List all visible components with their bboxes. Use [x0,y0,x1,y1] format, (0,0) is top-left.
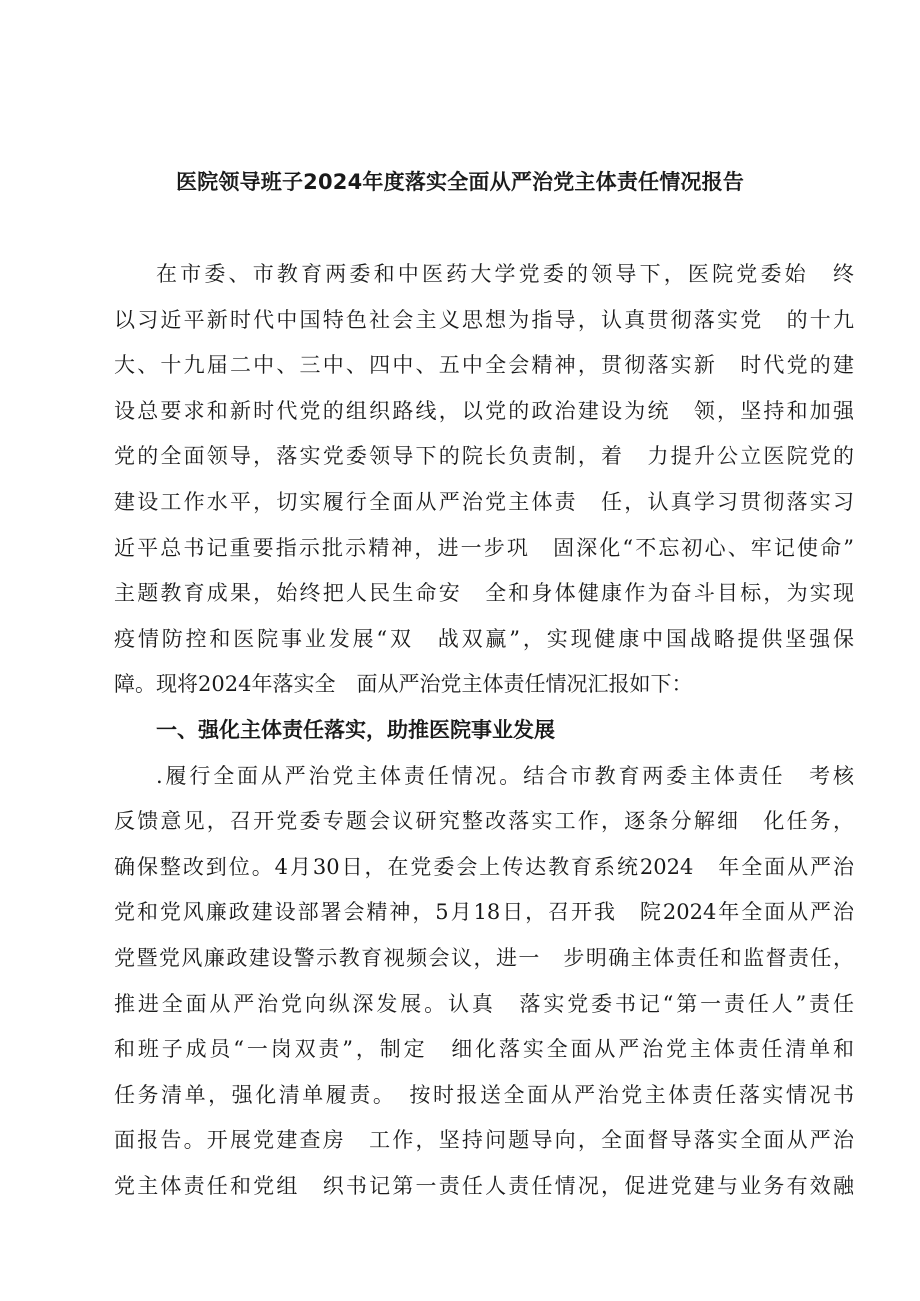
paragraph-line: 任务清单，强化清单履责。 按时报送全面从严治党主体责任落实情况书 [114,1082,854,1107]
paragraph-line: 建设工作水平，切实履行全面从严治党主体责 任，认真学习贯彻落实习 [114,489,854,514]
paragraph-line: 和班子成员“一岗双责”，制定 细化落实全面从严治党主体责任清单和 [114,1037,854,1062]
paragraph-line: 党主体责任和党组 织书记第一责任人责任情况，促进党建与业务有效融 [114,1173,854,1198]
paragraph-line: 面报告。开展党建查房 工作，坚持问题导向，全面督导落实全面从严治 [114,1128,854,1153]
paragraph-line: 以习近平新时代中国特色社会主义思想为指导，认真贯彻落实党 的十九 [114,307,854,332]
paragraph-line: 设总要求和新时代党的组织路线，以党的政治建设为统 领，坚持和加强 [114,398,854,423]
paragraph-line: 确保整改到位。4月30日，在党委会上传达教育系统2024 年全面从严治 [114,854,854,879]
paragraph-line: 障。现将2024年落实全 面从严治党主体责任情况汇报如下： [114,672,693,697]
paragraph-line: .履行全面从严治党主体责任情况。结合市教育两委主体责任 考核 [156,763,854,788]
paragraph-line: 大、十九届二中、三中、四中、五中全会精神，贯彻落实新 时代党的建 [114,353,854,378]
paragraph-line: 近平总书记重要指示批示精神，进一步巩 固深化“不忘初心、牢记使命” [114,535,854,560]
paragraph-line: 党的全面领导，落实党委领导下的院长负责制，着 力提升公立医院党的 [114,444,854,469]
paragraph-line: 推进全面从严治党向纵深发展。认真 落实党委书记“第一责任人”责任 [114,991,854,1016]
paragraph-line: 党和党风廉政建设部署会精神，5月18日，召开我 院2024年全面从严治 [114,900,854,925]
paragraph-line: 疫情防控和医院事业发展“双 战双赢”，实现健康中国战略提供坚强保 [114,626,854,651]
paragraph-line: 党暨党风廉政建设警示教育视频会议，进一 步明确主体责任和监督责任， [114,945,854,970]
paragraph-line: 在市委、市教育两委和中医药大学党委的领导下，医院党委始 终 [156,262,854,286]
document-title: 医院领导班子2024年度落实全面从严治党主体责任情况报告 [175,170,745,194]
document-body [114,252,854,1209]
paragraph-line: 主题教育成果，始终把人民生命安 全和身体健康作为奋斗目标，为实现 [114,581,854,606]
section-heading: 一、强化主体责任落实，助推医院事业发展 [156,717,555,742]
paragraph-line: 反馈意见，召开党委专题会议研究整改落实工作，逐条分解细 化任务， [114,809,854,834]
